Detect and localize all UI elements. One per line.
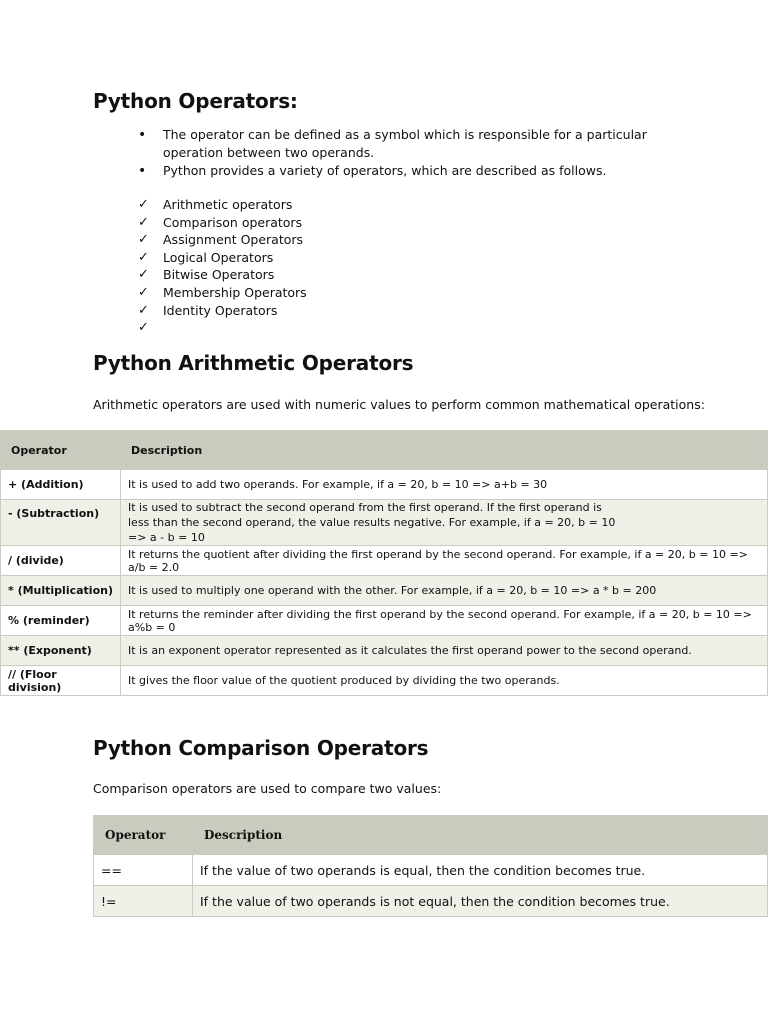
comparison-intro: Comparison operators are used to compare two values: — [93, 781, 442, 796]
table-row — [94, 855, 768, 886]
checkmark-icon: ✓ — [138, 267, 149, 283]
section-title-operators: Python Operators: — [93, 89, 298, 113]
operator-cell: - (Subtraction) — [1, 500, 121, 546]
checkmark-icon: ✓ — [138, 284, 149, 300]
operator-cell: + (Addition) — [1, 470, 121, 500]
checklist-label: Comparison operators — [163, 214, 303, 230]
checklist-item — [138, 214, 307, 232]
description-cell: It is used to add two operands. For example, if a = 20, b = 10 => a+b = 30 — [121, 470, 768, 500]
operator-cell: != — [94, 886, 193, 917]
checklist-item — [138, 284, 307, 302]
checklist-label: Bitwise Operators — [163, 267, 275, 283]
intro-bullet-list — [138, 126, 698, 180]
bullet-item: • The operator can be defined as a symbol which is responsible for a particular operation between two operands. — [138, 126, 698, 162]
description-cell: It gives the floor value of the quotient produced by dividing the two operands. — [121, 666, 768, 696]
checkmark-icon: ✓ — [138, 197, 149, 212]
description-cell: It is used to multiply one operand with the other. For example, if a = 20, b = 10 => a * b = 200 — [121, 576, 768, 606]
table-row — [1, 606, 768, 636]
checklist-label: Assignment Operators — [163, 232, 304, 248]
checklist-item — [138, 196, 307, 214]
table-row — [1, 500, 768, 546]
operator-cell: // (Floor division) — [1, 666, 121, 696]
description-cell: It is used to subtract the second operand from the first operand. If the first operand is less than the second operand, the value results negative. For example, if a = 20, b = 10 => a - b = 10 — [121, 500, 768, 546]
table-row — [1, 636, 768, 666]
section-title-comparison: Python Comparison Operators — [93, 736, 429, 760]
operator-cell: % (reminder) — [1, 606, 121, 636]
checkmark-icon: ✓ — [138, 232, 149, 248]
section-title-arithmetic: Python Arithmetic Operators — [93, 351, 414, 375]
header-description: Description — [193, 816, 768, 855]
description-cell: It is an exponent operator represented as it calculates the first operand power to the second operand. — [121, 636, 768, 666]
arithmetic-operators-table — [0, 430, 768, 696]
checkmark-icon: ✓ — [138, 214, 149, 230]
operator-cell: * (Multiplication) — [1, 576, 121, 606]
operator-type-checklist — [138, 196, 307, 337]
table-header-row — [1, 431, 768, 470]
checklist-label: Membership Operators — [163, 284, 307, 300]
header-operator: Operator — [94, 816, 193, 855]
checklist-label: Logical Operators — [163, 249, 274, 265]
operator-cell: ** (Exponent) — [1, 636, 121, 666]
checkmark-icon: ✓ — [138, 249, 149, 265]
checkmark-icon: ✓ — [138, 320, 149, 336]
table-header-row — [94, 816, 768, 855]
description-cell: It returns the reminder after dividing the first operand by the second operand. For example, if a = 20, b = 10 => a%b = 0 — [121, 606, 768, 636]
checklist-label: Identity Operators — [163, 302, 278, 318]
checklist-item — [138, 266, 307, 284]
comparison-operators-table — [93, 815, 768, 917]
operator-cell: / (divide) — [1, 546, 121, 576]
bullet-item: • Python provides a variety of operators, which are described as follows. — [138, 162, 698, 180]
table-row — [94, 886, 768, 917]
table-row — [1, 576, 768, 606]
description-cell: If the value of two operands is equal, then the condition becomes true. — [193, 855, 768, 886]
checklist-item — [138, 231, 307, 249]
arithmetic-intro: Arithmetic operators are used with numeric values to perform common mathematical operations: — [93, 397, 705, 412]
table-row — [1, 470, 768, 500]
table-row — [1, 666, 768, 696]
header-description: Description — [121, 431, 768, 470]
checkmark-icon: ✓ — [138, 302, 149, 318]
checklist-item — [138, 249, 307, 267]
checklist-item — [138, 319, 307, 337]
description-cell: If the value of two operands is not equal, then the condition becomes true. — [193, 886, 768, 917]
checklist-label: Arithmetic operators — [163, 197, 293, 212]
checklist-item — [138, 302, 307, 320]
table-row — [1, 546, 768, 576]
operator-cell: == — [94, 855, 193, 886]
header-operator: Operator — [1, 431, 121, 470]
description-cell: It returns the quotient after dividing the first operand by the second operand. For example, if a = 20, b = 10 => a/b = 2.0 — [121, 546, 768, 576]
